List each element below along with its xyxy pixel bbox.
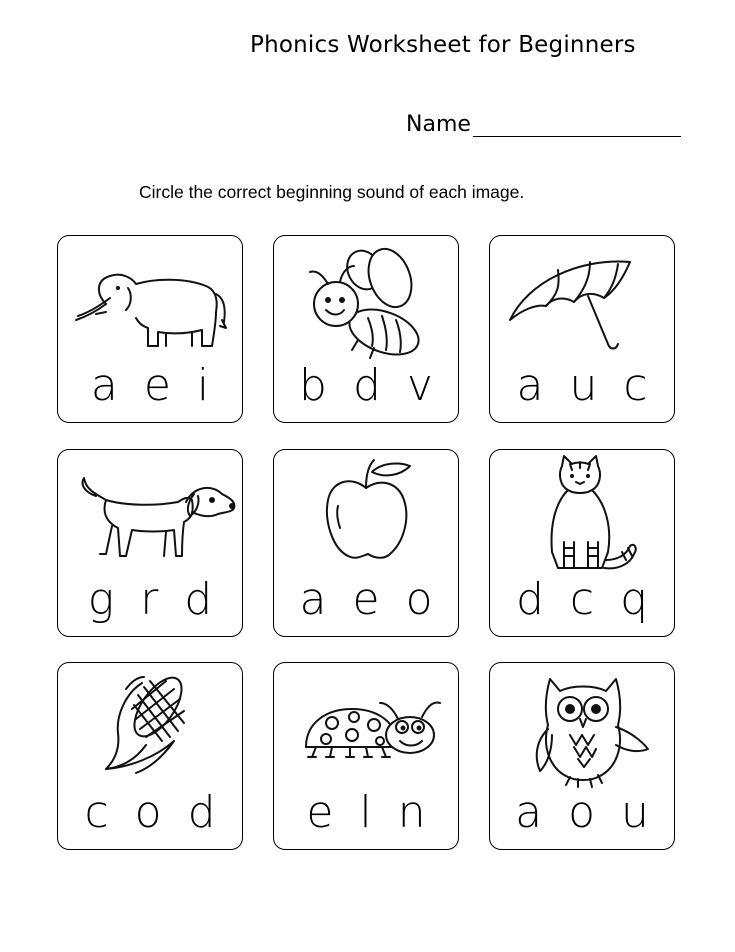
card-cat: [489, 449, 675, 637]
letter-choice[interactable]: c: [84, 787, 109, 838]
card-apple: [273, 449, 459, 637]
letter-choice[interactable]: b: [299, 360, 327, 411]
letter-choice[interactable]: a: [516, 360, 544, 411]
letter-choice[interactable]: a: [90, 360, 118, 411]
letter-choice[interactable]: c: [569, 574, 595, 625]
card-bee: [273, 235, 459, 423]
letter-choice[interactable]: r: [140, 574, 159, 625]
letter-choice[interactable]: d: [184, 574, 213, 625]
card-umbrella: [489, 235, 675, 423]
letter-choices: [58, 785, 242, 841]
letter-choice[interactable]: e: [143, 360, 171, 411]
card-corn: [57, 662, 243, 850]
bee-icon: [282, 242, 452, 364]
instruction-text: Circle the correct beginning sound of each image.: [139, 182, 525, 202]
letter-choice[interactable]: o: [134, 787, 162, 838]
letter-choice[interactable]: u: [569, 360, 598, 411]
letter-choice[interactable]: i: [196, 360, 210, 411]
letter-choices: [490, 572, 674, 628]
letter-choice[interactable]: q: [620, 574, 649, 625]
letter-choices: [490, 358, 674, 414]
name-blank-line[interactable]: [473, 114, 681, 137]
letter-choice[interactable]: a: [299, 574, 327, 625]
letter-choice[interactable]: d: [515, 574, 544, 625]
letter-choices: [274, 785, 458, 841]
dog-icon: [66, 456, 236, 578]
letter-choices: [274, 358, 458, 414]
letter-choices: [58, 572, 242, 628]
ladybug-icon: [282, 669, 452, 791]
name-label: Name: [406, 112, 471, 137]
owl-icon: [498, 669, 668, 791]
corn-icon: [66, 669, 236, 791]
letter-choices: [58, 358, 242, 414]
letter-choice[interactable]: a: [515, 787, 543, 838]
letter-choice[interactable]: v: [406, 360, 433, 411]
letter-choice[interactable]: d: [187, 787, 216, 838]
elephant-icon: [66, 242, 236, 364]
letter-choice[interactable]: n: [397, 787, 426, 838]
letter-choice[interactable]: u: [621, 787, 649, 838]
umbrella-icon: [498, 242, 668, 364]
letter-choice[interactable]: g: [87, 574, 115, 625]
card-elephant: [57, 235, 243, 423]
letter-choice[interactable]: c: [623, 360, 648, 411]
letter-choice[interactable]: l: [359, 787, 372, 838]
letter-choice[interactable]: e: [306, 787, 334, 838]
card-owl: [489, 662, 675, 850]
letter-choice[interactable]: o: [405, 574, 433, 625]
worksheet-title: Phonics Worksheet for Beginners: [250, 32, 636, 58]
letter-choices: [490, 785, 674, 841]
letter-choice[interactable]: o: [568, 787, 595, 838]
apple-icon: [282, 456, 452, 578]
name-field-row: [406, 112, 681, 137]
letter-choice[interactable]: d: [352, 360, 381, 411]
letter-choices: [274, 572, 458, 628]
cat-icon: [498, 456, 668, 578]
letter-choice[interactable]: e: [352, 574, 380, 625]
card-ladybug: [273, 662, 459, 850]
card-dog: [57, 449, 243, 637]
